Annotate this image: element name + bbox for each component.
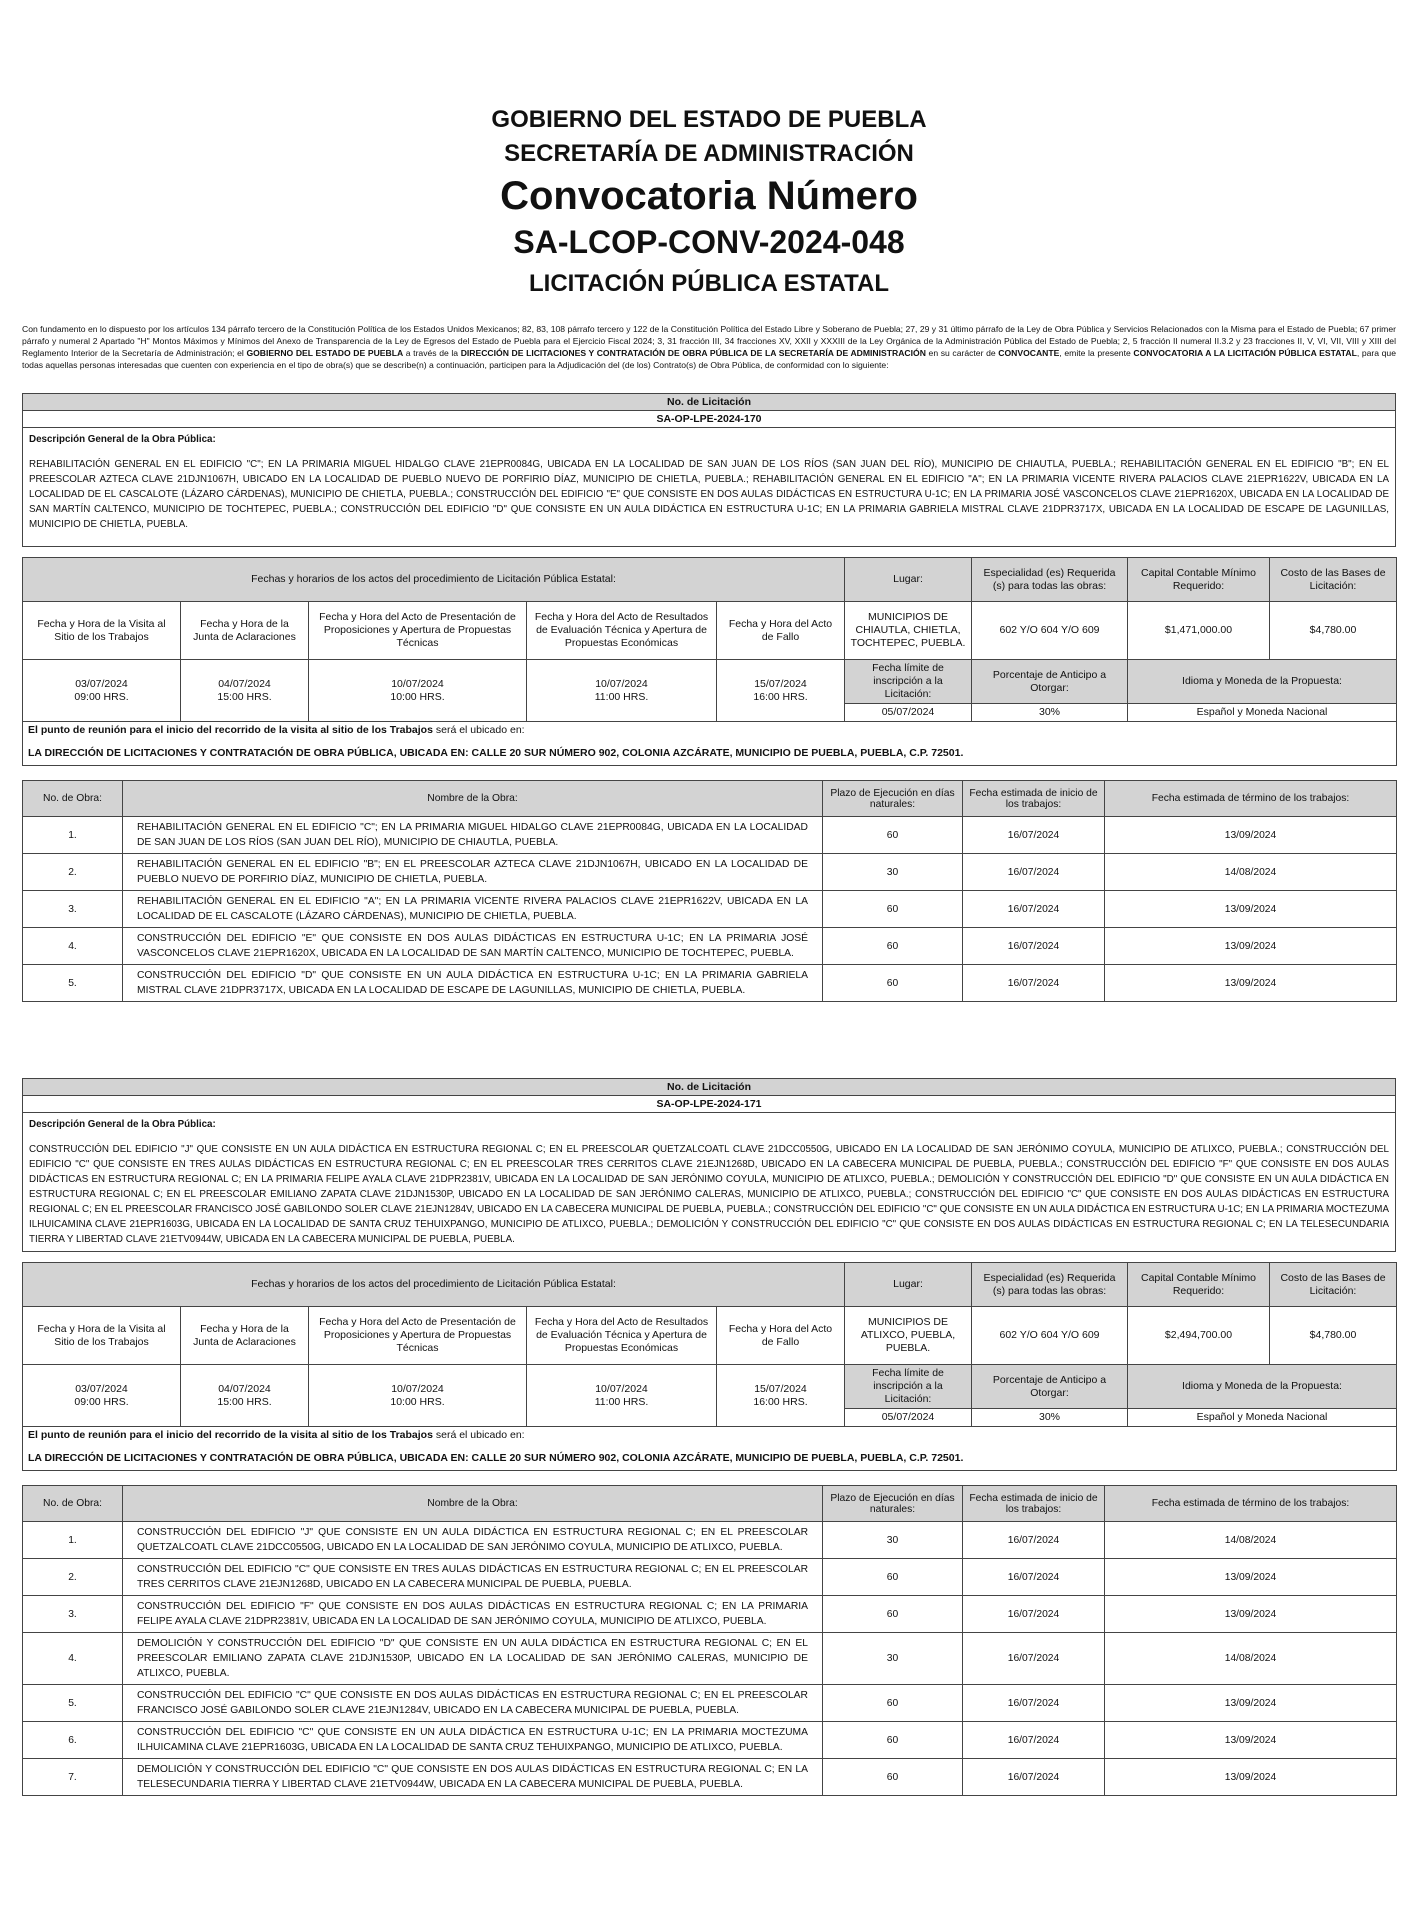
table-row — [23, 1559, 1397, 1596]
nombre-obra-header: Nombre de la Obra: — [123, 1486, 823, 1522]
obra-plazo: 30 — [823, 1633, 963, 1685]
visita-time: 09:00 HRS. — [74, 1395, 129, 1408]
visita-label: Fecha y Hora de la Visita al Sitio de los Trabajos — [23, 1307, 181, 1365]
limite-label: Fecha límite de inscripción a la Licitación: — [845, 1365, 972, 1409]
resultados-date: 10/07/2024 — [595, 1382, 648, 1395]
resultados-time: 11:00 HRS. — [594, 1395, 649, 1408]
obra-no: 5. — [23, 1685, 123, 1722]
especialidad-value: 602 Y/O 604 Y/O 609 — [972, 602, 1128, 660]
header-licitacion-type: LICITACIÓN PÚBLICA ESTATAL — [529, 270, 889, 297]
obra-nombre: CONSTRUCCIÓN DEL EDIFICIO "J" QUE CONSISTE EN UN AULA DIDÁCTICA EN ESTRUCTURA REGIONAL C; EN EL PREESCOLAR QUETZALCOATL CLAVE 21DCC0550G, UBICADO EN LA LOCALIDAD DE SAN JERÓNIMO COYULA, MUNICIPIO DE ATLIXCO, PUEBLA. — [123, 1522, 823, 1559]
licitacion-section-1 — [22, 393, 1396, 1002]
intro-text: , emite la presente — [1059, 348, 1134, 358]
intro-bold: DIRECCIÓN DE LICITACIONES Y CONTRATACIÓN DE OBRA PÚBLICA DE LA SECRETARÍA DE ADMINISTRACIÓN — [460, 348, 926, 358]
obra-termino: 13/09/2024 — [1105, 1685, 1397, 1722]
fechas-titulo: Fechas y horarios de los actos del procedimiento de Licitación Pública Estatal: — [23, 558, 845, 602]
fallo-time: 16:00 HRS. — [753, 1395, 808, 1408]
no-obra-header: No. de Obra: — [23, 781, 123, 817]
fechas-table — [22, 557, 1397, 766]
table-row — [23, 817, 1397, 854]
licitacion-number-table — [22, 393, 1396, 547]
obra-nombre: DEMOLICIÓN Y CONSTRUCCIÓN DEL EDIFICIO "C" QUE CONSISTE EN DOS AULAS DIDÁCTICAS EN ESTRUCTURA REGIONAL C; EN LA TELESECUNDARIA TIERRA Y LIBERTAD CLAVE 21ETV0944W, UBICADA EN LA CABECERA MUNICIPAL DE PUEBLA, PUEBLA. — [123, 1759, 823, 1796]
junta-time: 15:00 HRS. — [217, 1395, 272, 1408]
intro-paragraph — [22, 323, 1396, 371]
header-government: GOBIERNO DEL ESTADO DE PUEBLA — [491, 106, 927, 133]
presentacion-label: Fecha y Hora del Acto de Presentación de Proposiciones y Apertura de Propuestas Técnicas — [309, 602, 527, 660]
idioma-label: Idioma y Moneda de la Propuesta: — [1128, 660, 1397, 704]
anticipo-value: 30% — [972, 1409, 1128, 1427]
fallo-label: Fecha y Hora del Acto de Fallo — [717, 1307, 845, 1365]
resultados-value — [527, 1365, 717, 1427]
obra-plazo: 60 — [823, 1685, 963, 1722]
costo-value: $4,780.00 — [1270, 602, 1397, 660]
anticipo-label: Porcentaje de Anticipo a Otorgar: — [972, 660, 1128, 704]
obra-no: 3. — [23, 1596, 123, 1633]
fallo-value — [717, 1365, 845, 1427]
obra-no: 6. — [23, 1722, 123, 1759]
obra-inicio: 16/07/2024 — [963, 1722, 1105, 1759]
obra-nombre: REHABILITACIÓN GENERAL EN EL EDIFICIO "C"; EN LA PRIMARIA MIGUEL HIDALGO CLAVE 21EPR0084G, UBICADA EN LA LOCALIDAD DE SAN JUAN DE LOS RÍOS (SAN JUAN DEL RÍO), MUNICIPIO DE CHIAUTLA, PUEBLA. — [123, 817, 823, 854]
obra-plazo: 60 — [823, 1559, 963, 1596]
obra-termino: 14/08/2024 — [1105, 1633, 1397, 1685]
obra-inicio: 16/07/2024 — [963, 817, 1105, 854]
resultados-time: 11:00 HRS. — [594, 690, 649, 703]
obra-termino: 14/08/2024 — [1105, 1522, 1397, 1559]
punto-reunion-label-suffix: será el ubicado en: — [432, 1429, 525, 1441]
capital-label: Capital Contable Mínimo Requerido: — [1128, 1263, 1270, 1307]
fallo-label: Fecha y Hora del Acto de Fallo — [717, 602, 845, 660]
descripcion-label: Descripción General de la Obra Pública: — [29, 1119, 216, 1130]
descripcion-text: CONSTRUCCIÓN DEL EDIFICIO "J" QUE CONSISTE EN UN AULA DIDÁCTICA EN ESTRUCTURA REGIONAL C; EN EL PREESCOLAR QUETZALCOATL CLAVE 21DCC0550G, UBICADO EN LA LOCALIDAD DE SAN JERÓNIMO COYULA, MUNICIPIO DE ATLIXCO, PUEBLA.; CONSTRUCCIÓN DEL EDIFICIO "C" QUE CONSISTE EN TRES AULAS DIDÁCTICAS EN ESTRUCTURA REGIONAL C; EN EL PREESCOLAR TRES CERRITOS CLAVE 21EJN1268D, UBICADO EN LA CABECERA MUNICIPAL DE PUEBLA, PUEBLA.; CONSTRUCCIÓN DEL EDIFICIO "F" QUE CONSISTE EN DOS AULAS DIDÁCTICAS EN ESTRUCTURA REGIONAL C; EN LA PRIMARIA FELIPE AYALA CLAVE 21DPR2381V, UBICADA EN LA LOCALIDAD DE SAN JERÓNIMO COYULA, MUNICIPIO DE ATLIXCO, PUEBLA.; DEMOLICIÓN Y CONSTRUCCIÓN DEL EDIFICIO "D" QUE CONSISTE EN UN AULA DIDÁCTICA EN ESTRUCTURA REGIONAL C; EN EL PREESCOLAR EMILIANO ZAPATA CLAVE 21DJN1530P, UBICADO EN LA LOCALIDAD DE SAN JERÓNIMO CALERAS, MUNICIPIO DE ATLIXCO, PUEBLA.; CONSTRUCCIÓN DEL EDIFICIO "C" QUE CONSISTE EN DOS AULAS DIDÁCTICAS EN ESTRUCTURA REGIONAL C; EN EL PREESCOLAR FRANCISCO JOSÉ GABILONDO SOLER CLAVE 21EJN1284V, UBICADO EN LA CABECERA MUNICIPAL DE PUEBLA, PUEBLA.; CONSTRUCCIÓN DEL EDIFICIO "C" QUE CONSISTE EN UN AULA DIDÁCTICA EN ESTRUCTURA U-1C; EN LA PRIMARIA MOCTEZUMA ILHUICAMINA CLAVE 21EPR1603G, UBICADA EN LA LOCALIDAD DE SANTA CRUZ TEHUIXPANGO, MUNICIPIO DE ATLIXCO, PUEBLA.; DEMOLICIÓN Y CONSTRUCCIÓN DEL EDIFICIO "C" QUE CONSISTE EN DOS AULAS DIDÁCTICAS EN ESTRUCTURA REGIONAL C; EN LA TELESECUNDARIA TIERRA Y LIBERTAD CLAVE 21ETV0944W, UBICADA EN LA CABECERA MUNICIPAL DE PUEBLA, PUEBLA. — [29, 1144, 1389, 1245]
obra-nombre: CONSTRUCCIÓN DEL EDIFICIO "C" QUE CONSISTE EN UN AULA DIDÁCTICA EN ESTRUCTURA U-1C; EN LA PRIMARIA MOCTEZUMA ILHUICAMINA CLAVE 21EPR1603G, UBICADA EN LA LOCALIDAD DE SANTA CRUZ TEHUIXPANGO, MUNICIPIO DE ATLIXCO, PUEBLA. — [123, 1722, 823, 1759]
termino-header: Fecha estimada de término de los trabajos: — [1105, 1486, 1397, 1522]
obra-inicio: 16/07/2024 — [963, 1685, 1105, 1722]
obra-termino: 13/09/2024 — [1105, 965, 1397, 1002]
presentacion-value — [309, 1365, 527, 1427]
obra-inicio: 16/07/2024 — [963, 928, 1105, 965]
lugar-label: Lugar: — [845, 1263, 972, 1307]
fallo-date: 15/07/2024 — [754, 1382, 807, 1395]
obra-nombre: REHABILITACIÓN GENERAL EN EL EDIFICIO "B"; EN EL PREESCOLAR AZTECA CLAVE 21DJN1067H, UBICADO EN LA LOCALIDAD DE PUEBLO NUEVO DE PORFIRIO DÍAZ, MUNICIPIO DE CHIETLA, PUEBLA. — [123, 854, 823, 891]
nombre-obra-header: Nombre de la Obra: — [123, 781, 823, 817]
obra-no: 4. — [23, 928, 123, 965]
obra-plazo: 60 — [823, 965, 963, 1002]
descripcion-text: REHABILITACIÓN GENERAL EN EL EDIFICIO "C"; EN LA PRIMARIA MIGUEL HIDALGO CLAVE 21EPR0084G, UBICADA EN LA LOCALIDAD DE SAN JUAN DE LOS RÍOS (SAN JUAN DEL RÍO), MUNICIPIO DE CHIAUTLA, PUEBLA.; REHABILITACIÓN GENERAL EN EL EDIFICIO "B"; EN EL PREESCOLAR AZTECA CLAVE 21DJN1067H, UBICADO EN LA LOCALIDAD DE PUEBLO NUEVO DE PORFIRIO DÍAZ, MUNICIPIO DE CHIETLA, PUEBLA.; REHABILITACIÓN GENERAL EN EL EDIFICIO "A"; EN LA PRIMARIA VICENTE RIVERA PALACIOS CLAVE 21EPR1622V, UBICADA EN LA LOCALIDAD DE EL CASCALOTE (LÁZARO CÁRDENAS), MUNICIPIO DE CHIETLA, PUEBLA.; CONSTRUCCIÓN DEL EDIFICIO "E" QUE CONSISTE EN DOS AULAS DIDÁCTICAS EN ESTRUCTURA U-1C; EN LA PRIMARIA JOSÉ VASCONCELOS CLAVE 21EPR1620X, UBICADA EN LA LOCALIDAD DE SAN MARTÍN CALTENCO, MUNICIPIO DE TOCHTEPEC, PUEBLA.; CONSTRUCCIÓN DEL EDIFICIO "D" QUE CONSISTE EN UN AULA DIDÁCTICA EN ESTRUCTURA U-1C; EN LA PRIMARIA GABRIELA MISTRAL CLAVE 21DPR3717X, UBICADA EN LA LOCALIDAD DE ESCAPE DE LAGUNILLAS, MUNICIPIO DE CHIETLA, PUEBLA. — [29, 459, 1389, 530]
table-row — [23, 854, 1397, 891]
idioma-label: Idioma y Moneda de la Propuesta: — [1128, 1365, 1397, 1409]
idioma-value: Español y Moneda Nacional — [1128, 704, 1397, 722]
obra-inicio: 16/07/2024 — [963, 1596, 1105, 1633]
intro-text: , para que todas aquellas personas interesadas que cuenten con experiencia en el tipo de obra(s) que se describe(n) a continuación, participen para la Adjudicación del (de los) Contrato(s) de Obra Pública, de conformidad con lo siguiente: — [22, 348, 1396, 370]
capital-label: Capital Contable Mínimo Requerido: — [1128, 558, 1270, 602]
presentacion-time: 10:00 HRS. — [390, 1395, 445, 1408]
obra-no: 7. — [23, 1759, 123, 1796]
table-row — [23, 1596, 1397, 1633]
licitacion-section-2 — [22, 1078, 1396, 1796]
visita-date: 03/07/2024 — [75, 1382, 128, 1395]
resultados-date: 10/07/2024 — [595, 677, 648, 690]
resultados-label: Fecha y Hora del Acto de Resultados de Evaluación Técnica y Apertura de Propuestas Económicas — [527, 602, 717, 660]
obra-no: 1. — [23, 1522, 123, 1559]
visita-time: 09:00 HRS. — [74, 690, 129, 703]
no-obra-header: No. de Obra: — [23, 1486, 123, 1522]
obra-inicio: 16/07/2024 — [963, 1633, 1105, 1685]
obra-inicio: 16/07/2024 — [963, 891, 1105, 928]
costo-label: Costo de las Bases de Licitación: — [1270, 558, 1397, 602]
presentacion-date: 10/07/2024 — [391, 1382, 444, 1395]
obra-inicio: 16/07/2024 — [963, 854, 1105, 891]
punto-reunion-label: El punto de reunión para el inicio del recorrido de la visita al sitio de los Trabajos — [28, 724, 433, 736]
capital-value: $1,471,000.00 — [1128, 602, 1270, 660]
obra-termino: 13/09/2024 — [1105, 1759, 1397, 1796]
obra-inicio: 16/07/2024 — [963, 1759, 1105, 1796]
intro-text: a través de la — [403, 348, 461, 358]
visita-date: 03/07/2024 — [75, 677, 128, 690]
junta-value — [181, 660, 309, 722]
junta-label: Fecha y Hora de la Junta de Aclaraciones — [181, 602, 309, 660]
no-licitacion-value: SA-OP-LPE-2024-171 — [23, 1096, 1396, 1113]
inicio-header: Fecha estimada de inicio de los trabajos: — [963, 781, 1105, 817]
header-convocatoria-number: SA-LCOP-CONV-2024-048 — [513, 224, 905, 260]
obra-no: 1. — [23, 817, 123, 854]
especialidad-label: Especialidad (es) Requerida (s) para todas las obras: — [972, 1263, 1128, 1307]
junta-label: Fecha y Hora de la Junta de Aclaraciones — [181, 1307, 309, 1365]
intro-text: Con fundamento en lo dispuesto por los artículos 134 párrafo tercero de la Constitución Política de los Estados Unidos Mexicanos; 82, 83, 108 párrafo tercero y 122 de la Constitución Política del Estado Libre y Soberano de Puebla; 27, 29 y 31 último párrafo de la Ley de Obra Pública y Servicios Relacionados con la Misma para el Estado de Puebla; 67 primer párrafo y numeral 2 Apartado "H" Montos Máximos y Mínimos del Anexo de Transparencia de la Ley de Egresos del Estado de Puebla para el Ejercicio Fiscal 2024; 3, 31 fracción III, 34 fracciones XV, XXII y XXXIII de la Ley Orgánica de la Administración Pública del Estado de Puebla; 2, 5 fracción II numeral II.3.2 y 23 fracciones II, V, VI, VII, VIII y XIII del Reglamento Interior de la Secretaría de Administración; el — [22, 324, 1396, 358]
intro-text: en su carácter de — [925, 348, 999, 358]
obra-plazo: 60 — [823, 817, 963, 854]
lugar-label: Lugar: — [845, 558, 972, 602]
obra-plazo: 60 — [823, 1596, 963, 1633]
obra-inicio: 16/07/2024 — [963, 965, 1105, 1002]
lugar-value: MUNICIPIOS DE CHIAUTLA, CHIETLA, TOCHTEPEC, PUEBLA. — [845, 602, 972, 660]
obra-termino: 14/08/2024 — [1105, 854, 1397, 891]
anticipo-value: 30% — [972, 704, 1128, 722]
punto-reunion-direccion: LA DIRECCIÓN DE LICITACIONES Y CONTRATACIÓN DE OBRA PÚBLICA, UBICADA EN: CALLE 20 SUR NÚMERO 902, COLONIA AZCÁRATE, MUNICIPIO DE PUEBLA, PUEBLA, C.P. 72501. — [28, 1452, 964, 1464]
fallo-time: 16:00 HRS. — [753, 690, 808, 703]
obra-plazo: 60 — [823, 891, 963, 928]
obra-nombre: DEMOLICIÓN Y CONSTRUCCIÓN DEL EDIFICIO "D" QUE CONSISTE EN UN AULA DIDÁCTICA EN ESTRUCTURA REGIONAL C; EN EL PREESCOLAR EMILIANO ZAPATA CLAVE 21DJN1530P, UBICADO EN LA LOCALIDAD DE SAN JERÓNIMO CALERAS, MUNICIPIO DE ATLIXCO, PUEBLA. — [123, 1633, 823, 1685]
header-convocatoria: Convocatoria Número — [500, 174, 918, 218]
fechas-titulo: Fechas y horarios de los actos del procedimiento de Licitación Pública Estatal: — [23, 1263, 845, 1307]
costo-value: $4,780.00 — [1270, 1307, 1397, 1365]
obra-plazo: 60 — [823, 928, 963, 965]
visita-value — [23, 660, 181, 722]
visita-label: Fecha y Hora de la Visita al Sitio de los Trabajos — [23, 602, 181, 660]
obra-nombre: CONSTRUCCIÓN DEL EDIFICIO "C" QUE CONSISTE EN DOS AULAS DIDÁCTICAS EN ESTRUCTURA REGIONAL C; EN EL PREESCOLAR FRANCISCO JOSÉ GABILONDO SOLER CLAVE 21EJN1284V, UBICADO EN LA CABECERA MUNICIPAL DE PUEBLA, PUEBLA. — [123, 1685, 823, 1722]
obras-table — [22, 1485, 1397, 1796]
punto-reunion-cell — [23, 1427, 1397, 1471]
obra-termino: 13/09/2024 — [1105, 817, 1397, 854]
obra-no: 5. — [23, 965, 123, 1002]
obra-nombre: CONSTRUCCIÓN DEL EDIFICIO "F" QUE CONSISTE EN DOS AULAS DIDÁCTICAS EN ESTRUCTURA REGIONAL C; EN LA PRIMARIA FELIPE AYALA CLAVE 21DPR2381V, UBICADA EN LA LOCALIDAD DE SAN JERÓNIMO COYULA, MUNICIPIO DE ATLIXCO, PUEBLA. — [123, 1596, 823, 1633]
licitacion-number-table — [22, 1078, 1396, 1252]
obra-no: 2. — [23, 1559, 123, 1596]
punto-reunion-direccion: LA DIRECCIÓN DE LICITACIONES Y CONTRATACIÓN DE OBRA PÚBLICA, UBICADA EN: CALLE 20 SUR NÚMERO 902, COLONIA AZCÁRATE, MUNICIPIO DE PUEBLA, PUEBLA, C.P. 72501. — [28, 747, 964, 759]
no-licitacion-value: SA-OP-LPE-2024-170 — [23, 411, 1396, 428]
table-row — [23, 1522, 1397, 1559]
limite-value: 05/07/2024 — [845, 704, 972, 722]
punto-reunion-cell — [23, 722, 1397, 766]
costo-label: Costo de las Bases de Licitación: — [1270, 1263, 1397, 1307]
obra-plazo: 30 — [823, 854, 963, 891]
obra-nombre: CONSTRUCCIÓN DEL EDIFICIO "E" QUE CONSISTE EN DOS AULAS DIDÁCTICAS EN ESTRUCTURA U-1C; EN LA PRIMARIA JOSÉ VASCONCELOS CLAVE 21EPR1620X, UBICADA EN LA LOCALIDAD DE SAN MARTÍN CALTENCO, MUNICIPIO DE TOCHTEPEC, PUEBLA. — [123, 928, 823, 965]
table-row — [23, 891, 1397, 928]
obra-plazo: 30 — [823, 1522, 963, 1559]
obra-termino: 13/09/2024 — [1105, 1596, 1397, 1633]
descripcion-cell — [23, 1113, 1396, 1252]
especialidad-value: 602 Y/O 604 Y/O 609 — [972, 1307, 1128, 1365]
fallo-date: 15/07/2024 — [754, 677, 807, 690]
obra-inicio: 16/07/2024 — [963, 1522, 1105, 1559]
descripcion-label: Descripción General de la Obra Pública: — [29, 434, 216, 445]
table-row — [23, 1759, 1397, 1796]
presentacion-date: 10/07/2024 — [391, 677, 444, 690]
junta-date: 04/07/2024 — [218, 677, 271, 690]
intro-bold: GOBIERNO DEL ESTADO DE PUEBLA — [246, 348, 404, 358]
presentacion-label: Fecha y Hora del Acto de Presentación de Proposiciones y Apertura de Propuestas Técnicas — [309, 1307, 527, 1365]
visita-value — [23, 1365, 181, 1427]
no-licitacion-label: No. de Licitación — [23, 394, 1396, 411]
anticipo-label: Porcentaje de Anticipo a Otorgar: — [972, 1365, 1128, 1409]
idioma-value: Español y Moneda Nacional — [1128, 1409, 1397, 1427]
table-row — [23, 1722, 1397, 1759]
table-row — [23, 965, 1397, 1002]
table-row — [23, 928, 1397, 965]
capital-value: $2,494,700.00 — [1128, 1307, 1270, 1365]
resultados-value — [527, 660, 717, 722]
obra-inicio: 16/07/2024 — [963, 1559, 1105, 1596]
obra-termino: 13/09/2024 — [1105, 891, 1397, 928]
lugar-value: MUNICIPIOS DE ATLIXCO, PUEBLA, PUEBLA. — [845, 1307, 972, 1365]
punto-reunion-label: El punto de reunión para el inicio del recorrido de la visita al sitio de los Trabajos — [28, 1429, 433, 1441]
obra-termino: 13/09/2024 — [1105, 928, 1397, 965]
obra-plazo: 60 — [823, 1759, 963, 1796]
limite-value: 05/07/2024 — [845, 1409, 972, 1427]
obras-table — [22, 780, 1397, 1002]
obra-nombre: REHABILITACIÓN GENERAL EN EL EDIFICIO "A"; EN LA PRIMARIA VICENTE RIVERA PALACIOS CLAVE 21EPR1622V, UBICADA EN LA LOCALIDAD DE EL CASCALOTE (LÁZARO CÁRDENAS), MUNICIPIO DE CHIETLA, PUEBLA. — [123, 891, 823, 928]
table-row — [23, 1685, 1397, 1722]
table-row — [23, 1633, 1397, 1685]
termino-header: Fecha estimada de término de los trabajos: — [1105, 781, 1397, 817]
plazo-header: Plazo de Ejecución en días naturales: — [823, 781, 963, 817]
punto-reunion-label-suffix: será el ubicado en: — [432, 724, 525, 736]
obra-nombre: CONSTRUCCIÓN DEL EDIFICIO "C" QUE CONSISTE EN TRES AULAS DIDÁCTICAS EN ESTRUCTURA REGIONAL C; EN EL PREESCOLAR TRES CERRITOS CLAVE 21EJN1268D, UBICADO EN LA CABECERA MUNICIPAL DE PUEBLA, PUEBLA. — [123, 1559, 823, 1596]
presentacion-value — [309, 660, 527, 722]
presentacion-time: 10:00 HRS. — [390, 690, 445, 703]
fallo-value — [717, 660, 845, 722]
obra-no: 3. — [23, 891, 123, 928]
no-licitacion-label: No. de Licitación — [23, 1079, 1396, 1096]
obra-termino: 13/09/2024 — [1105, 1559, 1397, 1596]
inicio-header: Fecha estimada de inicio de los trabajos: — [963, 1486, 1105, 1522]
obra-termino: 13/09/2024 — [1105, 1722, 1397, 1759]
fechas-table — [22, 1262, 1397, 1471]
junta-date: 04/07/2024 — [218, 1382, 271, 1395]
obra-nombre: CONSTRUCCIÓN DEL EDIFICIO "D" QUE CONSISTE EN UN AULA DIDÁCTICA EN ESTRUCTURA U-1C; EN LA PRIMARIA GABRIELA MISTRAL CLAVE 21DPR3717X, UBICADA EN LA LOCALIDAD DE ESCAPE DE LAGUNILLAS, MUNICIPIO DE CHIETLA, PUEBLA. — [123, 965, 823, 1002]
resultados-label: Fecha y Hora del Acto de Resultados de Evaluación Técnica y Apertura de Propuestas Económicas — [527, 1307, 717, 1365]
junta-value — [181, 1365, 309, 1427]
header-secretariat: SECRETARÍA DE ADMINISTRACIÓN — [504, 140, 914, 167]
plazo-header: Plazo de Ejecución en días naturales: — [823, 1486, 963, 1522]
especialidad-label: Especialidad (es) Requerida (s) para todas las obras: — [972, 558, 1128, 602]
descripcion-cell — [23, 428, 1396, 547]
intro-bold: CONVOCANTE — [998, 348, 1060, 358]
intro-bold: CONVOCATORIA A LA LICITACIÓN PÚBLICA ESTATAL — [1133, 348, 1357, 358]
obra-no: 2. — [23, 854, 123, 891]
obra-no: 4. — [23, 1633, 123, 1685]
obra-plazo: 60 — [823, 1722, 963, 1759]
limite-label: Fecha límite de inscripción a la Licitación: — [845, 660, 972, 704]
junta-time: 15:00 HRS. — [217, 690, 272, 703]
